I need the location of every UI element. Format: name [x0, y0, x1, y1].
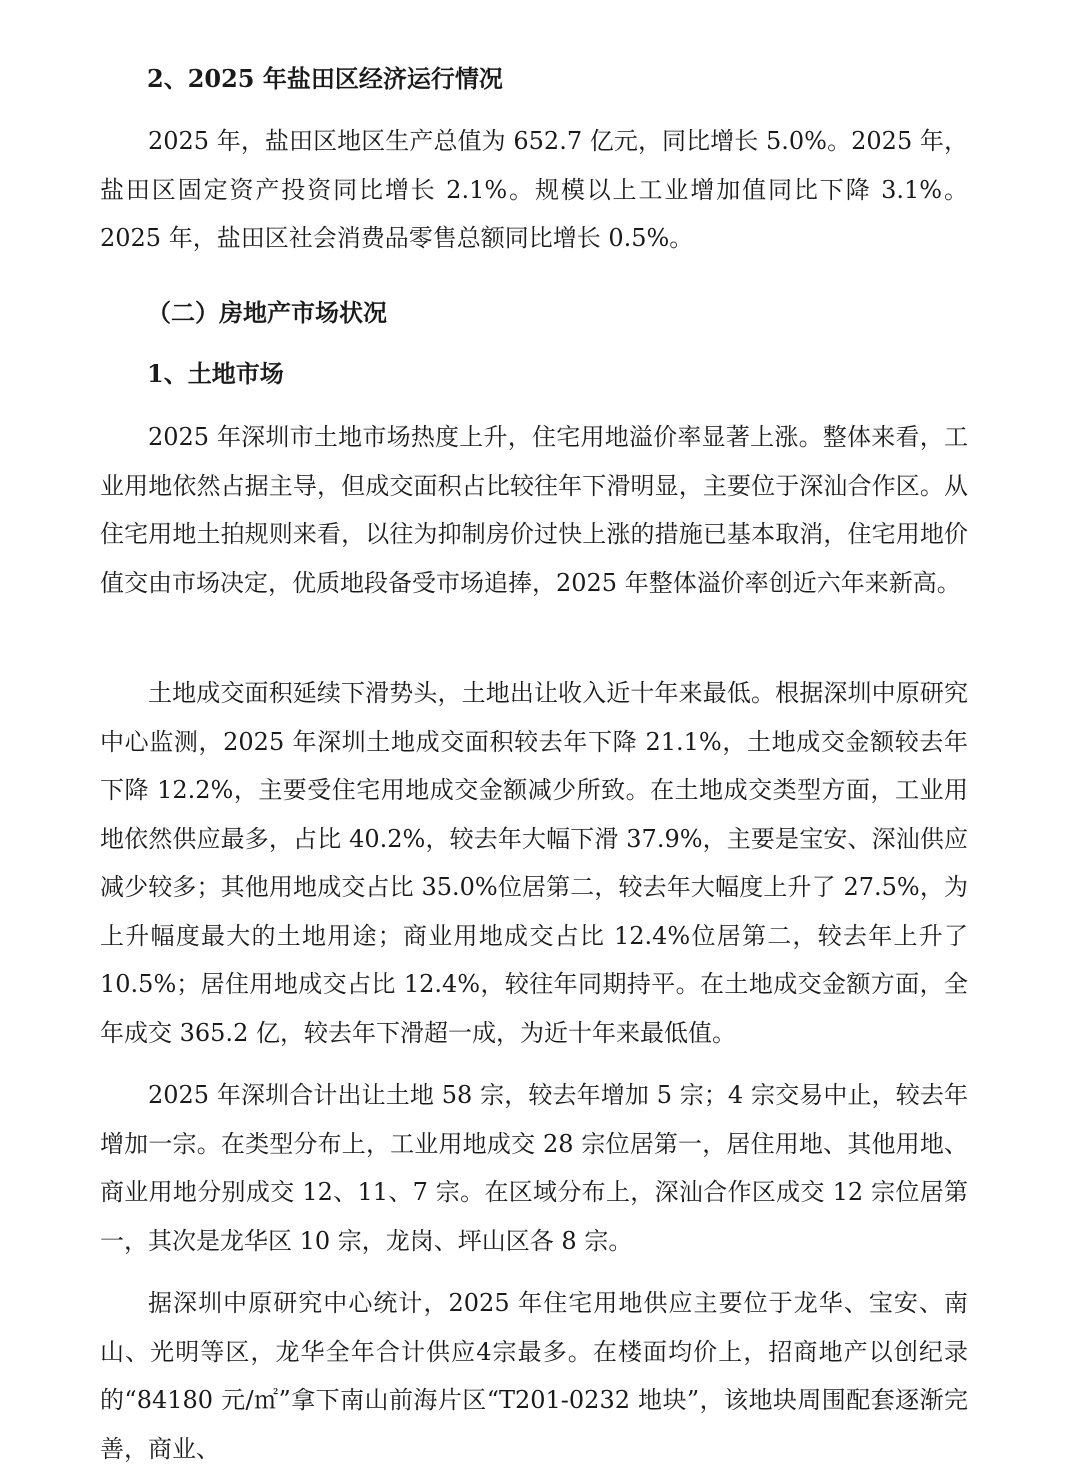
paragraph-residential-land-supply: 据深圳中原研究中心统计，2025 年住宅用地供应主要位于龙华、宝安、南山、光明等区，龙华全年合计供应4宗最多。在楼面均价上，招商地产以创纪录的“84180 元/㎡”拿下南山前海片区“T201-0232 地块”，该地块周围配套逐渐完善，商业、 [100, 1289, 968, 1463]
section-heading-yantian-economy: 2、2025 年盐田区经济运行情况 [147, 64, 503, 93]
paragraph-land-parcel-count: 2025 年深圳合计出让土地 58 宗，较去年增加 5 宗；4 宗交易中止，较去年增加一宗。在类型分布上，工业用地成交 28 宗位居第一，居住用地、其他用地、商业用地分别成交 12、11、7 宗。在区域分布上，深汕合作区成交 12 宗位居第一，其次是龙华区 10 宗，龙岗、坪山区各 8 宗。 [100, 1081, 968, 1255]
paragraph-land-transaction-area: 土地成交面积延续下滑势头，土地出让收入近十年来最低。根据深圳中原研究中心监测，2025 年深圳土地成交面积较去年下降 21.1%，土地成交金额较去年下降 12.2%，主要受住宅用地成交金额减少所致。在土地成交类型方面，工业用地依然供应最多，占比 40.2%，较去年大幅下滑 37.9%，主要是宝安、深汕供应减少较多；其他用地成交占比 35.0%位居第二，较去年大幅度上升了 27.5%，为上升幅度最大的土地用途；商业用地成交占比 12.4%位居第二，较去年上升了 10.5%；居住用地成交占比 12.4%，较往年同期持平。在土地成交金额方面，全年成交 365.2 亿，较去年下滑超一成，为近十年来最低值。 [100, 679, 968, 1047]
paragraph-yantian-economy: 2025 年，盐田区地区生产总值为 652.7 亿元，同比增长 5.0%。2025 年，盐田区固定资产投资同比增长 2.1%。规模以上工业增加值同比下降 3.1%。2025 年，盐田区社会消费品零售总额同比增长 0.5%。 [100, 127, 968, 252]
section-heading-land-market: 1、土地市场 [147, 359, 284, 388]
paragraph-land-market-overview: 2025 年深圳市土地市场热度上升，住宅用地溢价率显著上涨。整体来看，工业用地依然占据主导，但成交面积占比较往年下滑明显，主要位于深汕合作区。从住宅用地土拍规则来看，以往为抑制房价过快上涨的措施已基本取消，住宅用地价值交由市场决定，优质地段备受市场追捧，2025 年整体溢价率创近六年来新高。 [100, 423, 968, 597]
section-heading-real-estate-market: （二）房地产市场状况 [147, 298, 387, 327]
